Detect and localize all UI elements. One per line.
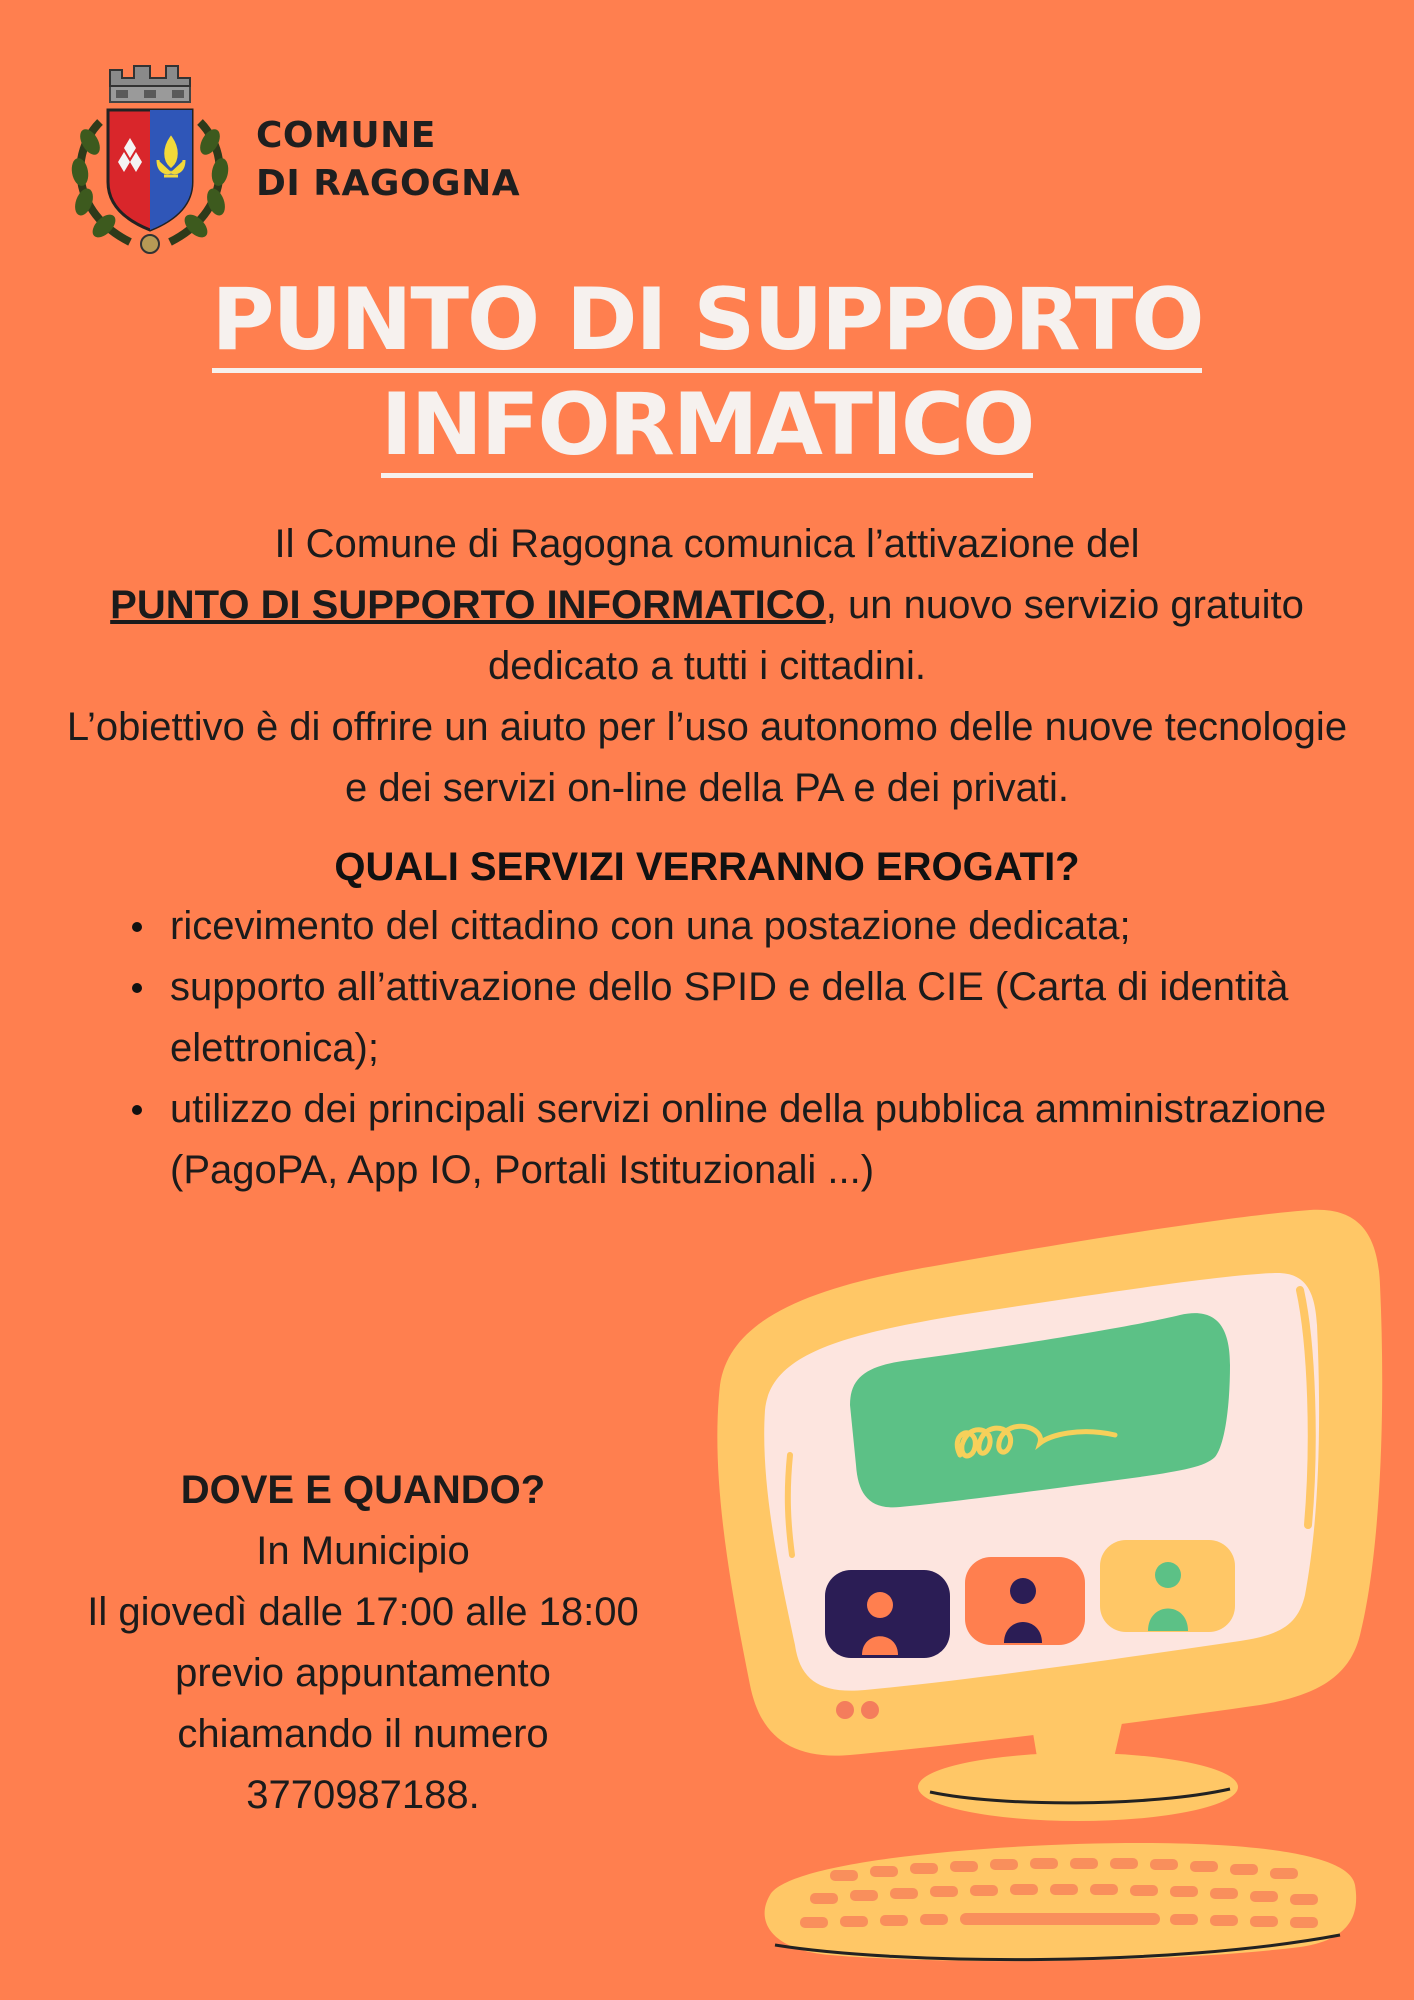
where-note2: chiamando il numero [177, 1712, 549, 1756]
list-item: ricevimento del cittadino con una postazione dedicata; [124, 896, 1344, 957]
computer-video-call-icon [700, 1195, 1390, 1980]
where-place: In Municipio [256, 1529, 470, 1573]
list-item: utilizzo dei principali servizi online della pubblica amministrazione (PagoPA, App IO, Portali Istituzionali ...) [124, 1079, 1344, 1201]
page-title [0, 268, 1414, 478]
list-item: supporto all’attivazione dello SPID e della CIE (Carta di identità elettronica); [124, 957, 1344, 1079]
coat-of-arms-icon [60, 62, 240, 257]
intro-paragraph [60, 514, 1354, 819]
where-heading: DOVE E QUANDO? [180, 1468, 546, 1512]
intro-text1: Il Comune di Ragogna comunica l’attivazione del [274, 522, 1140, 566]
title-line2: INFORMATICO [381, 377, 1033, 478]
intro-text3: L’obiettivo è di offrire un aiuto per l’uso autonomo delle nuove tecnologie e dei servizi on-line della PA e dei privati. [66, 705, 1348, 810]
where-phone: 3770987188. [246, 1773, 480, 1817]
where-when-section [40, 1460, 686, 1826]
title-line1: PUNTO DI SUPPORTO [212, 272, 1203, 373]
where-note1: previo appuntamento [175, 1651, 551, 1695]
intro-service-name: PUNTO DI SUPPORTO INFORMATICO [110, 583, 826, 627]
municipality-name [256, 112, 520, 208]
intro-text2: , un nuovo servizio gratuito dedicato a tutti i cittadini. [487, 583, 1304, 688]
where-time: Il giovedì dalle 17:00 alle 18:00 [87, 1590, 639, 1634]
org-name-line1: COMUNE [256, 115, 436, 156]
services-heading: QUALI SERVIZI VERRANNO EROGATI? [334, 845, 1080, 889]
org-name-line2: DI RAGOGNA [256, 163, 521, 204]
services-list [124, 896, 1344, 1201]
